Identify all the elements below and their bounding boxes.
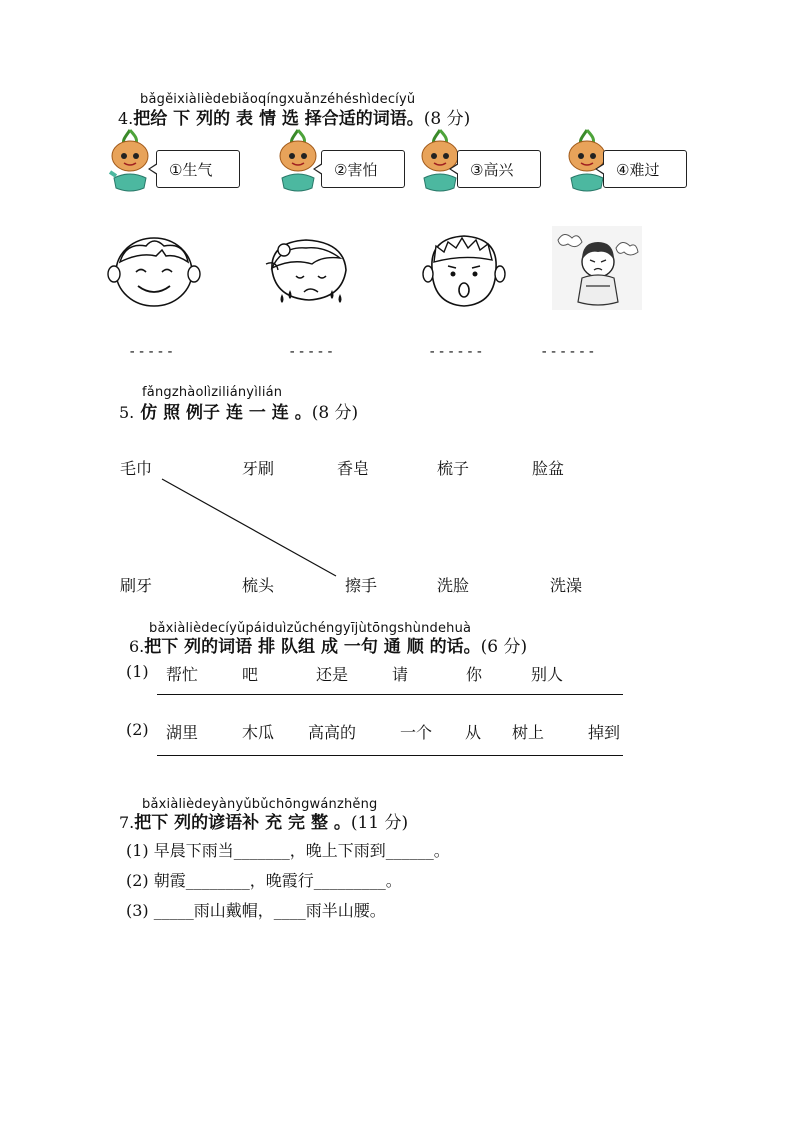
match-bottom-item[interactable]: 洗脸	[437, 576, 470, 595]
option-happy: ③高兴	[457, 150, 541, 188]
q7-number: 7.	[119, 813, 135, 832]
match-bottom-item[interactable]: 洗澡	[550, 576, 583, 595]
q6-title: 把下 列的词语 排 队组 成 一句 通 顺 的话。	[144, 637, 481, 657]
word-card: 还是	[316, 665, 349, 684]
q5-number: 5.	[119, 403, 135, 422]
word-card: 湖里	[166, 723, 199, 742]
word-card: 请	[392, 665, 409, 684]
q6-heading	[129, 632, 527, 657]
proverb-line-1[interactable]: (1) 早晨下雨当_______，晚上下雨到______。	[126, 841, 450, 860]
q7-heading	[119, 808, 408, 833]
match-top-item[interactable]: 毛巾	[120, 459, 153, 478]
q6-pinyin: bǎxiàlièdecíyǔpáiduìzǔchéngyījùtōngshùndehuà	[149, 621, 472, 636]
q4-pinyin: bǎgěixiàlièdebiǎoqíngxuǎnzéhéshìdecíyǔ	[140, 92, 416, 107]
word-card: 从	[465, 723, 482, 742]
q4-score: (8 分)	[423, 109, 471, 129]
q7-pinyin: bǎxiàlièdeyànyǔbǔchōngwánzhěng	[142, 797, 378, 812]
match-top-item[interactable]: 脸盆	[532, 459, 565, 478]
match-top-item[interactable]: 牙刷	[242, 459, 275, 478]
sentence-answer-line-1[interactable]	[157, 694, 623, 695]
q6-number: 6.	[129, 637, 145, 656]
word-card: 木瓜	[242, 723, 275, 742]
option-scared: ②害怕	[321, 150, 405, 188]
q5-score: (8 分)	[311, 403, 359, 423]
proverb-line-3[interactable]: (3) _____雨山戴帽，____雨半山腰。	[126, 901, 386, 920]
word-card: 掉到	[588, 723, 621, 742]
q4-number: 4.	[118, 109, 134, 128]
proverb-line-2[interactable]: (2) 朝霞________，晚霞行_________。	[126, 871, 402, 890]
match-bottom-item[interactable]: 擦手	[345, 576, 378, 595]
answer-blank-1[interactable]: -----	[128, 344, 176, 360]
match-bottom-item[interactable]: 梳头	[242, 576, 275, 595]
match-top-item[interactable]: 香皂	[337, 459, 370, 478]
q7-title: 把下 列的谚语补 充 完 整 。	[134, 813, 351, 833]
word-card: 高高的	[308, 723, 357, 742]
word-card: 一个	[400, 723, 433, 742]
q6-row1-label: (1)	[126, 662, 149, 681]
word-card: 你	[466, 665, 483, 684]
q5-pinyin: fǎngzhàolìziliányìlián	[142, 385, 283, 400]
q6-score: (6 分)	[480, 637, 528, 657]
sentence-answer-line-2[interactable]	[157, 755, 623, 756]
answer-blank-3[interactable]: ------	[428, 344, 485, 360]
answer-blank-4[interactable]: ------	[540, 344, 597, 360]
answer-blank-2[interactable]: -----	[288, 344, 336, 360]
word-card: 帮忙	[166, 665, 199, 684]
option-sad: ④难过	[603, 150, 687, 188]
q7-score: (11 分)	[350, 813, 409, 833]
match-top-item[interactable]: 梳子	[437, 459, 470, 478]
word-card: 吧	[242, 665, 259, 684]
q6-row2-label: (2)	[126, 720, 149, 739]
option-angry: ①生气	[156, 150, 240, 188]
word-card: 别人	[531, 665, 564, 684]
q5-title: 仿 照 例子 连 一 连 。	[140, 403, 312, 423]
word-card: 树上	[512, 723, 545, 742]
match-bottom-item[interactable]: 刷牙	[120, 576, 153, 595]
q4-title: 把给 下 列的 表 情 选 择合适的词语。	[133, 109, 424, 129]
